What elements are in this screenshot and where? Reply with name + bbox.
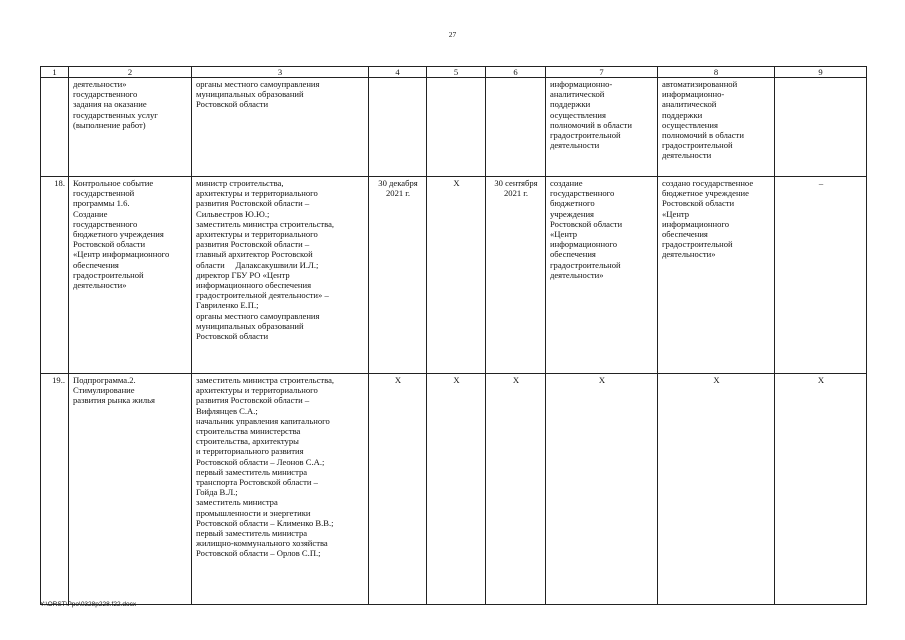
cell-line: обеспечения <box>550 249 596 260</box>
cell-line: государственных услуг <box>73 109 158 120</box>
cell-col3 <box>192 78 369 177</box>
cell-line: главный архитектор Ростовской <box>196 249 313 260</box>
cell-line: информационного обеспечения <box>196 280 312 291</box>
cell-line: Гавриленко Е.П.; <box>196 300 259 311</box>
cell-col8 <box>658 78 775 177</box>
cell-line: первый заместитель министра <box>196 466 308 477</box>
cell-line: задания на оказание <box>73 99 147 110</box>
cell-line: деятельности» <box>550 269 604 280</box>
cell-line: Сильвестров Ю.Ю.; <box>196 208 270 219</box>
column-number: 8 <box>658 67 775 78</box>
cell-line: «Центр <box>550 229 578 240</box>
cell-line: Создание <box>73 208 108 219</box>
cell-line: области Далаксакушвили И.Л.; <box>196 259 319 270</box>
cell-line: Ростовской области <box>196 331 269 342</box>
cell-line: развития Ростовской области – <box>196 239 310 250</box>
cell-line: заместитель министра строительства, <box>196 218 335 229</box>
cell-line: градостроительной <box>662 140 733 151</box>
cell-line: бюджетного учреждения <box>73 229 164 240</box>
cell-line: государственного <box>550 188 615 199</box>
cell-num <box>41 78 69 177</box>
cell-line: программы 1.6. <box>73 198 130 209</box>
cell-col2 <box>69 374 192 605</box>
cell-line: обеспечения <box>73 259 119 270</box>
cell-line: создано государственное <box>662 178 754 188</box>
cell-col3 <box>192 374 369 605</box>
cell-line: бюджетного <box>550 198 595 209</box>
cell-line: заместитель министра <box>196 497 278 508</box>
cell-line: X <box>817 375 825 385</box>
column-number: 1 <box>41 67 69 78</box>
cell-line: информационно- <box>662 89 725 100</box>
cell-col9 <box>775 374 867 605</box>
page-number: 27 <box>448 30 457 39</box>
cell-line: «Центр <box>662 208 690 219</box>
cell-line: Вифлянцев С.А.; <box>196 405 258 416</box>
column-number-row <box>41 67 867 78</box>
cell-line: Ростовской области <box>662 198 735 209</box>
cell-col6 <box>486 78 546 177</box>
cell-line: Ростовской области – Клименко В.В.; <box>196 517 334 528</box>
cell-line: аналитической <box>550 89 605 100</box>
program-table <box>40 66 867 605</box>
cell-line: развития рынка жилья <box>73 395 155 406</box>
cell-line: Гойда В.Л.; <box>196 487 238 498</box>
cell-line: Ростовской области <box>196 99 269 110</box>
cell-col4 <box>369 177 427 374</box>
cell-line: поддержки <box>550 99 591 110</box>
cell-line: X <box>512 375 520 385</box>
cell-line: учреждения <box>550 208 595 219</box>
cell-col3 <box>192 177 369 374</box>
cell-col2 <box>69 78 192 177</box>
cell-line: начальник управления капитального <box>196 415 330 426</box>
cell-line: и территориального развития <box>196 446 304 457</box>
cell-col7 <box>546 374 658 605</box>
cell-line: органы местного самоуправления <box>196 310 320 321</box>
cell-line: первый заместитель министра <box>196 528 308 539</box>
file-path-footer: Y:\ORST\Ppo\0328p228.f22.docx <box>40 601 137 608</box>
cell-line: органы местного самоуправления <box>196 79 320 89</box>
table-row <box>41 78 867 177</box>
cell-col6 <box>486 374 546 605</box>
column-number: 3 <box>192 67 369 78</box>
cell-line: X <box>394 375 402 385</box>
cell-line: X <box>713 375 720 385</box>
cell-line: градостроительной <box>550 130 621 141</box>
cell-line: (выполнение работ) <box>73 119 146 130</box>
cell-num: 19.. <box>41 374 69 605</box>
cell-line: государственного <box>73 89 138 100</box>
cell-line: «Центр информационного <box>73 249 170 260</box>
cell-line: министр строительства, <box>196 178 284 188</box>
cell-line: градостроительной деятельности» – <box>196 290 329 301</box>
cell-col7 <box>546 177 658 374</box>
cell-col6 <box>486 177 546 374</box>
cell-line: деятельности» <box>73 79 127 89</box>
cell-line: градостроительной <box>550 259 621 270</box>
cell-num: 18. <box>41 177 69 374</box>
cell-col8 <box>658 374 775 605</box>
cell-line: создание <box>550 178 583 188</box>
cell-line: поддержки <box>662 109 703 120</box>
cell-line: архитектуры и территориального <box>196 385 318 396</box>
cell-line: X <box>453 178 460 188</box>
cell-line: транспорта Ростовской области – <box>196 477 318 488</box>
cell-line: 30 декабря <box>378 178 418 188</box>
cell-line: муниципальных образований <box>196 320 304 331</box>
cell-col5 <box>427 78 486 177</box>
cell-line: деятельности <box>550 140 600 151</box>
cell-line: 2021 г. <box>503 188 529 199</box>
cell-line: Ростовской области <box>550 218 623 229</box>
column-number: 7 <box>546 67 658 78</box>
column-number: 5 <box>427 67 486 78</box>
cell-line: архитектуры и территориального <box>196 229 318 240</box>
column-number: 9 <box>775 67 867 78</box>
cell-line: Контрольное событие <box>73 178 154 188</box>
cell-col9 <box>775 177 867 374</box>
cell-line: строительства, архитектуры <box>196 436 299 447</box>
cell-line: Подпрограмма.2. <box>73 375 136 385</box>
cell-line: государственной <box>73 188 135 199</box>
table-row <box>41 177 867 374</box>
cell-line: X <box>453 375 460 385</box>
cell-line: обеспечения <box>662 229 708 240</box>
cell-col9 <box>775 78 867 177</box>
cell-line: полномочий в области <box>550 119 632 130</box>
cell-line: развития Ростовской области – <box>196 395 310 406</box>
cell-line: деятельности <box>662 150 712 161</box>
cell-col8 <box>658 177 775 374</box>
cell-col4 <box>369 374 427 605</box>
cell-line: полномочий в области <box>662 130 744 141</box>
cell-line: заместитель министра строительства, <box>196 375 335 385</box>
cell-col5 <box>427 177 486 374</box>
cell-line: аналитической <box>662 99 717 110</box>
cell-line: развития Ростовской области – <box>196 198 310 209</box>
cell-line: жилищно-коммунального хозяйства <box>196 538 328 549</box>
column-number: 6 <box>486 67 546 78</box>
column-number: 2 <box>69 67 192 78</box>
cell-line: Ростовской области – Леонов С.А.; <box>196 456 325 467</box>
cell-col2 <box>69 177 192 374</box>
column-number: 4 <box>369 67 427 78</box>
cell-line: архитектуры и территориального <box>196 188 318 199</box>
cell-line: бюджетное учреждение <box>662 188 749 199</box>
cell-col4 <box>369 78 427 177</box>
cell-line: деятельности» <box>662 249 716 260</box>
cell-line: градостроительной <box>73 269 144 280</box>
cell-line: осуществления <box>662 119 718 130</box>
cell-line: Ростовской области – Орлов С.П.; <box>196 548 321 559</box>
cell-line: 2021 г. <box>385 188 411 199</box>
cell-line: муниципальных образований <box>196 89 304 100</box>
cell-line: 30 сентября <box>494 178 538 188</box>
cell-line: осуществления <box>550 109 606 120</box>
cell-line: промышленности и энергетики <box>196 507 311 518</box>
cell-line: деятельности» <box>73 280 127 291</box>
cell-line: строительства министерства <box>196 426 301 437</box>
cell-line: градостроительной <box>662 239 733 250</box>
cell-line: информационно- <box>550 79 613 89</box>
cell-line: – <box>818 178 824 188</box>
cell-line: Стимулирование <box>73 385 135 396</box>
cell-line: Ростовской области <box>73 239 146 250</box>
cell-line: информационного <box>550 239 618 250</box>
cell-line: X <box>598 375 606 385</box>
cell-col5 <box>427 374 486 605</box>
cell-line: автоматизированной <box>662 79 738 89</box>
table-row <box>41 374 867 605</box>
cell-line: директор ГБУ РО «Центр <box>196 269 290 280</box>
cell-line: информационного <box>662 218 730 229</box>
cell-line: государственного <box>73 218 138 229</box>
cell-col7 <box>546 78 658 177</box>
